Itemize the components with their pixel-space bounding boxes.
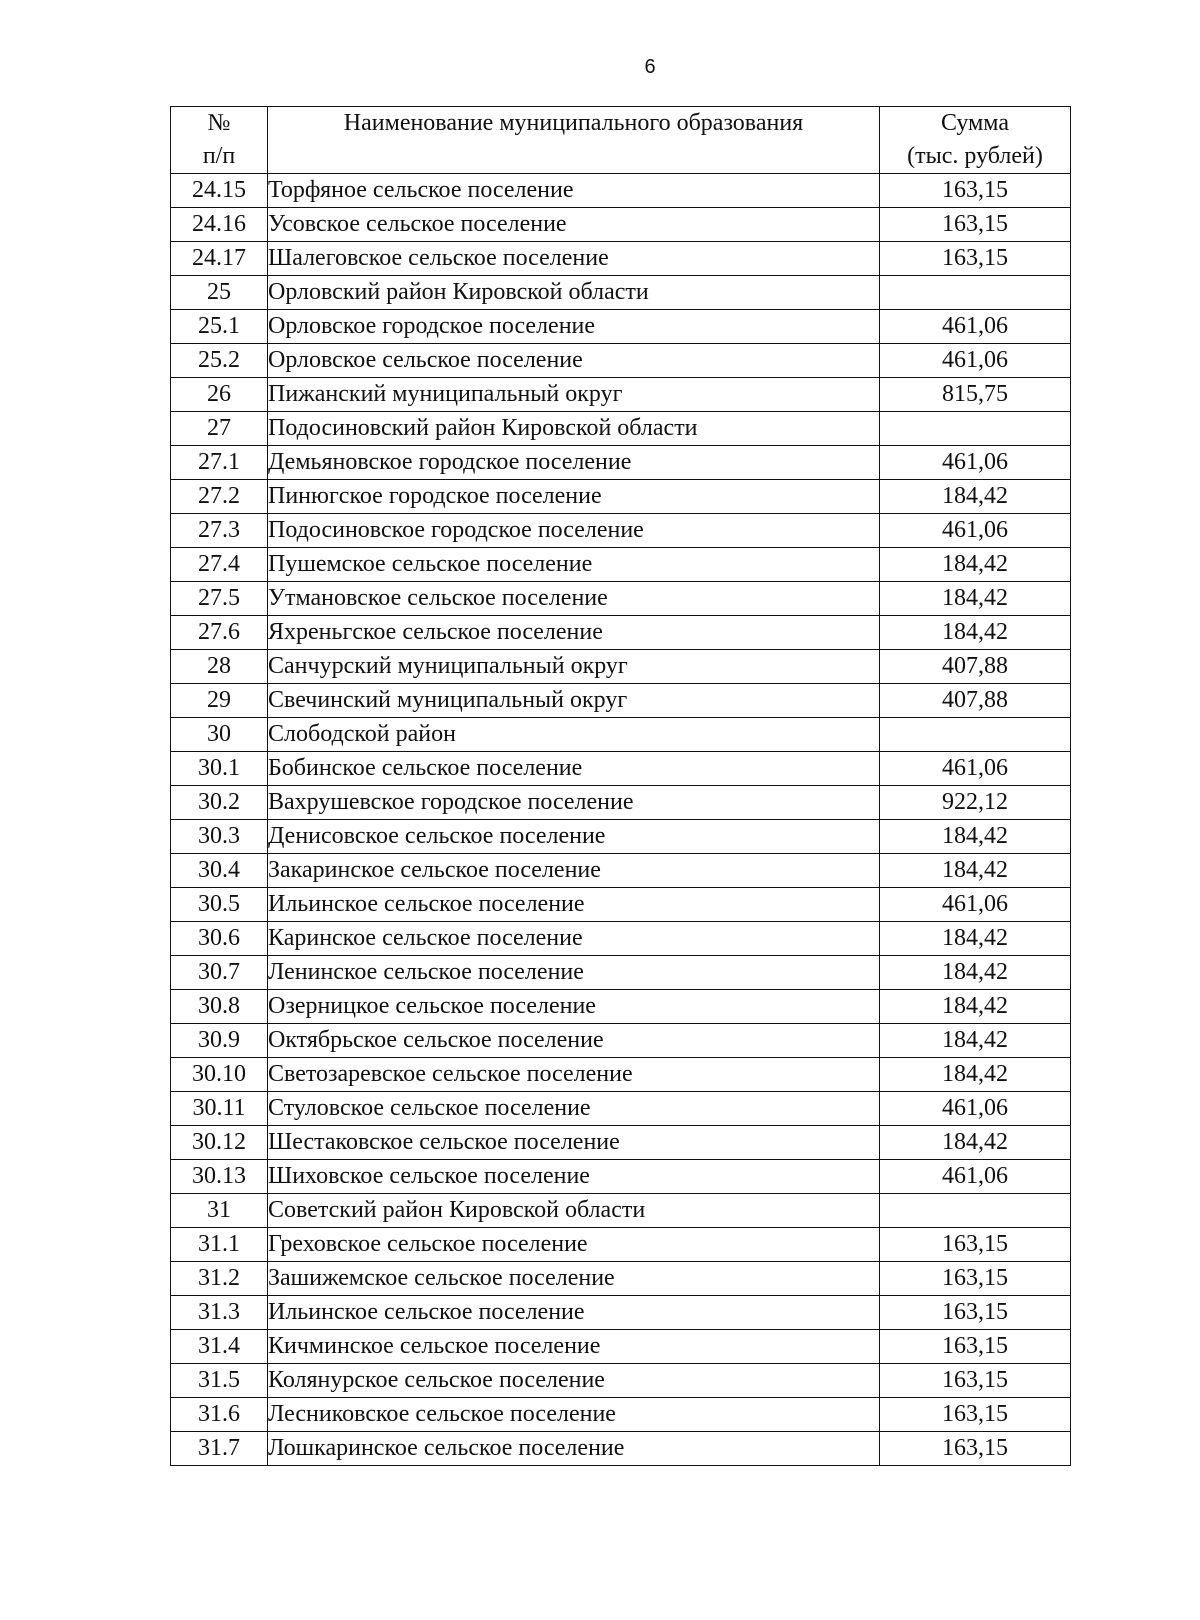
row-sum-cell [880, 718, 1071, 752]
row-sum-cell: 163,15 [880, 1228, 1071, 1262]
row-number-cell: 31.7 [171, 1432, 268, 1466]
row-name-cell: Вахрушевское городское поселение [268, 786, 880, 820]
row-name-cell: Орловское сельское поселение [268, 344, 880, 378]
table-row [171, 446, 1071, 480]
row-number-cell: 30.1 [171, 752, 268, 786]
row-sum-cell: 184,42 [880, 1024, 1071, 1058]
row-sum-cell: 461,06 [880, 344, 1071, 378]
row-sum-cell: 461,06 [880, 514, 1071, 548]
row-sum-cell: 461,06 [880, 446, 1071, 480]
column-header-number-line1: № [207, 110, 231, 136]
row-name-cell: Ильинское сельское поселение [268, 888, 880, 922]
table-row [171, 1058, 1071, 1092]
row-name-cell: Пушемское сельское поселение [268, 548, 880, 582]
row-number-cell: 31.1 [171, 1228, 268, 1262]
table-row [171, 514, 1071, 548]
column-header-sum [880, 107, 1071, 174]
table-row [171, 344, 1071, 378]
row-number-cell: 24.15 [171, 174, 268, 208]
row-sum-cell: 922,12 [880, 786, 1071, 820]
row-sum-cell: 163,15 [880, 174, 1071, 208]
page-number: 6 [644, 56, 656, 78]
table-row [171, 1296, 1071, 1330]
row-number-cell: 25.2 [171, 344, 268, 378]
row-name-cell: Колянурское сельское поселение [268, 1364, 880, 1398]
row-number-cell: 28 [171, 650, 268, 684]
column-header-name-text: Наименование муниципального образования [343, 110, 804, 136]
row-name-cell: Подосиновское городское поселение [268, 514, 880, 548]
row-name-cell: Озерницкое сельское поселение [268, 990, 880, 1024]
row-name-cell: Ленинское сельское поселение [268, 956, 880, 990]
row-sum-cell: 184,42 [880, 922, 1071, 956]
table-row [171, 242, 1071, 276]
row-number-cell: 30.13 [171, 1160, 268, 1194]
row-number-cell: 30.10 [171, 1058, 268, 1092]
row-name-cell: Пинюгское городское поселение [268, 480, 880, 514]
row-number-cell: 27.5 [171, 582, 268, 616]
row-name-cell: Яхреньгское сельское поселение [268, 616, 880, 650]
row-number-cell: 30.11 [171, 1092, 268, 1126]
row-name-cell: Ильинское сельское поселение [268, 1296, 880, 1330]
row-number-cell: 30.2 [171, 786, 268, 820]
row-sum-cell: 184,42 [880, 854, 1071, 888]
row-number-cell: 27.2 [171, 480, 268, 514]
row-sum-cell: 184,42 [880, 820, 1071, 854]
row-sum-cell [880, 276, 1071, 310]
row-number-cell: 30.6 [171, 922, 268, 956]
row-number-cell: 25.1 [171, 310, 268, 344]
row-sum-cell: 163,15 [880, 1330, 1071, 1364]
row-number-cell: 24.17 [171, 242, 268, 276]
row-name-cell: Шестаковское сельское поселение [268, 1126, 880, 1160]
row-name-cell: Зашижемское сельское поселение [268, 1262, 880, 1296]
row-number-cell: 31.3 [171, 1296, 268, 1330]
row-number-cell: 30.3 [171, 820, 268, 854]
row-sum-cell: 407,88 [880, 650, 1071, 684]
row-sum-cell: 163,15 [880, 242, 1071, 276]
row-name-cell: Советский район Кировской области [268, 1194, 880, 1228]
row-number-cell: 30.9 [171, 1024, 268, 1058]
row-name-cell: Денисовское сельское поселение [268, 820, 880, 854]
row-number-cell: 31 [171, 1194, 268, 1228]
table-row [171, 276, 1071, 310]
row-number-cell: 30.12 [171, 1126, 268, 1160]
row-number-cell: 27.6 [171, 616, 268, 650]
table-row [171, 684, 1071, 718]
column-header-name [268, 107, 880, 174]
table-row [171, 820, 1071, 854]
table-row [171, 1126, 1071, 1160]
table-row [171, 548, 1071, 582]
row-name-cell: Греховское сельское поселение [268, 1228, 880, 1262]
row-name-cell: Каринское сельское поселение [268, 922, 880, 956]
column-header-sum-line2: (тыс. рублей) [907, 143, 1043, 169]
row-sum-cell: 461,06 [880, 752, 1071, 786]
table-row [171, 480, 1071, 514]
row-name-cell: Шиховское сельское поселение [268, 1160, 880, 1194]
row-sum-cell: 461,06 [880, 310, 1071, 344]
table-row [171, 1024, 1071, 1058]
table-row [171, 956, 1071, 990]
row-name-cell: Светозаревское сельское поселение [268, 1058, 880, 1092]
row-name-cell: Подосиновский район Кировской области [268, 412, 880, 446]
column-header-sum-line1: Сумма [941, 110, 1009, 136]
header-row [171, 107, 1071, 174]
row-number-cell: 30.7 [171, 956, 268, 990]
table-row [171, 752, 1071, 786]
row-name-cell: Стуловское сельское поселение [268, 1092, 880, 1126]
table-row [171, 616, 1071, 650]
row-sum-cell: 163,15 [880, 1398, 1071, 1432]
table-row [171, 1092, 1071, 1126]
row-number-cell: 27.4 [171, 548, 268, 582]
table-row [171, 1160, 1071, 1194]
row-number-cell: 24.16 [171, 208, 268, 242]
row-sum-cell: 184,42 [880, 990, 1071, 1024]
row-name-cell: Торфяное сельское поселение [268, 174, 880, 208]
table-row [171, 990, 1071, 1024]
row-name-cell: Слободской район [268, 718, 880, 752]
table-row [171, 1398, 1071, 1432]
row-name-cell: Кичминское сельское поселение [268, 1330, 880, 1364]
row-number-cell: 26 [171, 378, 268, 412]
table-row [171, 310, 1071, 344]
table-row [171, 1228, 1071, 1262]
table-row [171, 1364, 1071, 1398]
column-header-number-line2: п/п [202, 143, 236, 169]
allocation-table [170, 106, 1071, 1466]
row-name-cell: Лесниковское сельское поселение [268, 1398, 880, 1432]
row-sum-cell: 184,42 [880, 1058, 1071, 1092]
row-number-cell: 31.5 [171, 1364, 268, 1398]
table-row [171, 174, 1071, 208]
row-name-cell: Орловское городское поселение [268, 310, 880, 344]
row-sum-cell: 184,42 [880, 548, 1071, 582]
table-row [171, 1330, 1071, 1364]
table-row [171, 718, 1071, 752]
row-name-cell: Демьяновское городское поселение [268, 446, 880, 480]
row-sum-cell: 461,06 [880, 888, 1071, 922]
table-row [171, 854, 1071, 888]
table-row [171, 378, 1071, 412]
table-row [171, 1432, 1071, 1466]
column-header-number [171, 107, 268, 174]
row-sum-cell: 163,15 [880, 208, 1071, 242]
table-row [171, 582, 1071, 616]
row-name-cell: Орловский район Кировской области [268, 276, 880, 310]
row-number-cell: 29 [171, 684, 268, 718]
row-sum-cell: 184,42 [880, 582, 1071, 616]
table-row [171, 208, 1071, 242]
table-body [171, 174, 1071, 1466]
row-sum-cell: 184,42 [880, 616, 1071, 650]
row-name-cell: Лошкаринское сельское поселение [268, 1432, 880, 1466]
row-name-cell: Пижанский муниципальный округ [268, 378, 880, 412]
row-number-cell: 30.8 [171, 990, 268, 1024]
row-number-cell: 27.3 [171, 514, 268, 548]
row-number-cell: 31.4 [171, 1330, 268, 1364]
table-row [171, 412, 1071, 446]
row-name-cell: Закаринское сельское поселение [268, 854, 880, 888]
row-number-cell: 30 [171, 718, 268, 752]
table-row [171, 1194, 1071, 1228]
row-name-cell: Свечинский муниципальный округ [268, 684, 880, 718]
row-name-cell: Бобинское сельское поселение [268, 752, 880, 786]
row-sum-cell: 163,15 [880, 1432, 1071, 1466]
row-number-cell: 25 [171, 276, 268, 310]
row-number-cell: 30.4 [171, 854, 268, 888]
row-sum-cell: 163,15 [880, 1296, 1071, 1330]
row-name-cell: Октябрьское сельское поселение [268, 1024, 880, 1058]
row-sum-cell: 815,75 [880, 378, 1071, 412]
row-sum-cell [880, 1194, 1071, 1228]
row-name-cell: Санчурский муниципальный округ [268, 650, 880, 684]
table-row [171, 922, 1071, 956]
table-row [171, 1262, 1071, 1296]
row-number-cell: 27.1 [171, 446, 268, 480]
table-header [171, 107, 1071, 174]
row-sum-cell: 163,15 [880, 1262, 1071, 1296]
row-number-cell: 31.6 [171, 1398, 268, 1432]
row-name-cell: Усовское сельское поселение [268, 208, 880, 242]
row-number-cell: 31.2 [171, 1262, 268, 1296]
row-name-cell: Утмановское сельское поселение [268, 582, 880, 616]
row-sum-cell: 184,42 [880, 1126, 1071, 1160]
row-sum-cell: 407,88 [880, 684, 1071, 718]
row-sum-cell: 184,42 [880, 956, 1071, 990]
table-row [171, 888, 1071, 922]
table-row [171, 786, 1071, 820]
row-sum-cell [880, 412, 1071, 446]
row-number-cell: 27 [171, 412, 268, 446]
table-row [171, 650, 1071, 684]
row-name-cell: Шалеговское сельское поселение [268, 242, 880, 276]
row-sum-cell: 184,42 [880, 480, 1071, 514]
row-number-cell: 30.5 [171, 888, 268, 922]
row-sum-cell: 461,06 [880, 1092, 1071, 1126]
row-sum-cell: 461,06 [880, 1160, 1071, 1194]
row-sum-cell: 163,15 [880, 1364, 1071, 1398]
